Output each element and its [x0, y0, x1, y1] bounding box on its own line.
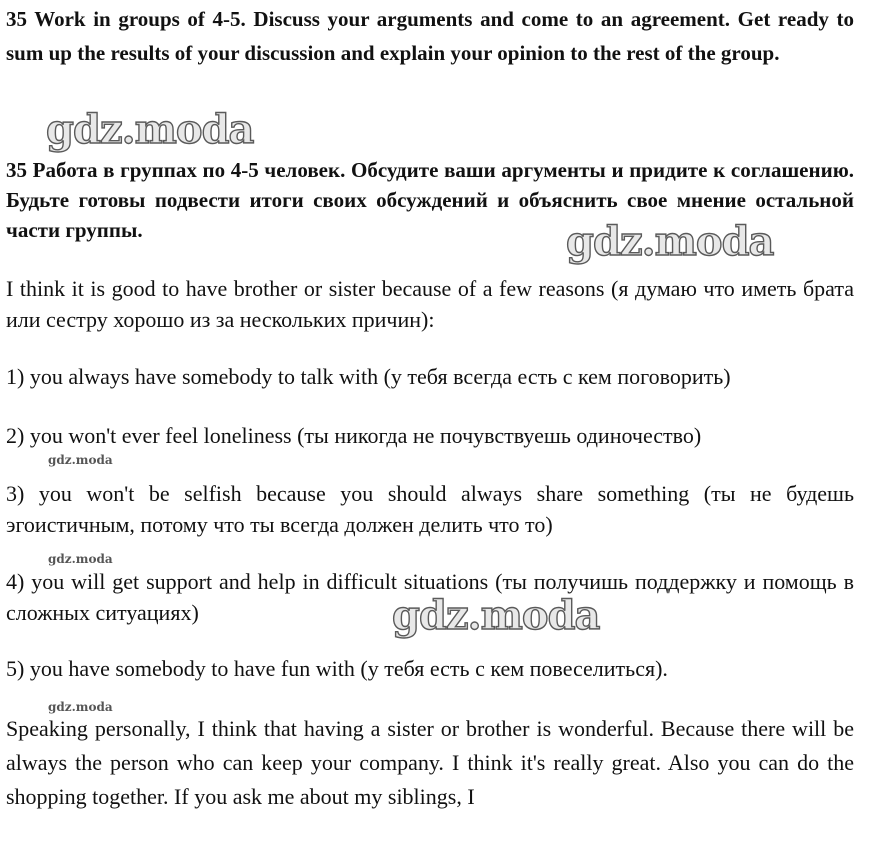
- answer-intro: I think it is good to have brother or sister because of a few reasons (я думаю что иметь брата или сестру хорошо из за нескольких причин):: [6, 276, 854, 332]
- reason-item: 5) you have somebody to have fun with (у тебя есть с кем повеселиться).: [6, 656, 668, 681]
- watermark-logo: gdz.moda: [392, 592, 600, 639]
- watermark-logo: gdz.moda: [46, 106, 254, 153]
- watermark-small: gdz.moda: [48, 552, 113, 566]
- reason-item: 3) you won't be selfish because you should always share something (ты не будешь эгоистичным, потому что ты всегда должен делить что то): [6, 481, 854, 537]
- watermark-small: gdz.moda: [48, 453, 113, 467]
- watermark-small: gdz.moda: [48, 700, 113, 714]
- reason-item: 1) you always have somebody to talk with (у тебя всегда есть с кем поговорить): [6, 364, 731, 389]
- answer-closing-paragraph: Speaking personally, I think that having a sister or brother is wonderful. Because there will be always the person who can keep your company. I think it's really great. Also you can do the shopping together. If you ask me about my siblings, I: [6, 716, 854, 809]
- task-heading-russian: 35 Работа в группах по 4-5 человек. Обсудите ваши аргументы и придите к соглашению. Будьте готовы подвести итоги своих обсуждений и объяснить свое мнение остальной части группы.: [6, 158, 854, 242]
- watermark-logo: gdz.moda: [566, 218, 774, 265]
- task-heading-english: 35 Work in groups of 4-5. Discuss your arguments and come to an agreement. Get ready to sum up the results of your discussion and explain your opinion to the rest of the group.: [6, 7, 854, 65]
- reason-item: 4) you will get support and help in difficult situations (ты получишь поддержку и помощь в сложных ситуациях): [6, 569, 854, 625]
- reason-item: 2) you won't ever feel loneliness (ты никогда не почувствуешь одиночество): [6, 423, 702, 448]
